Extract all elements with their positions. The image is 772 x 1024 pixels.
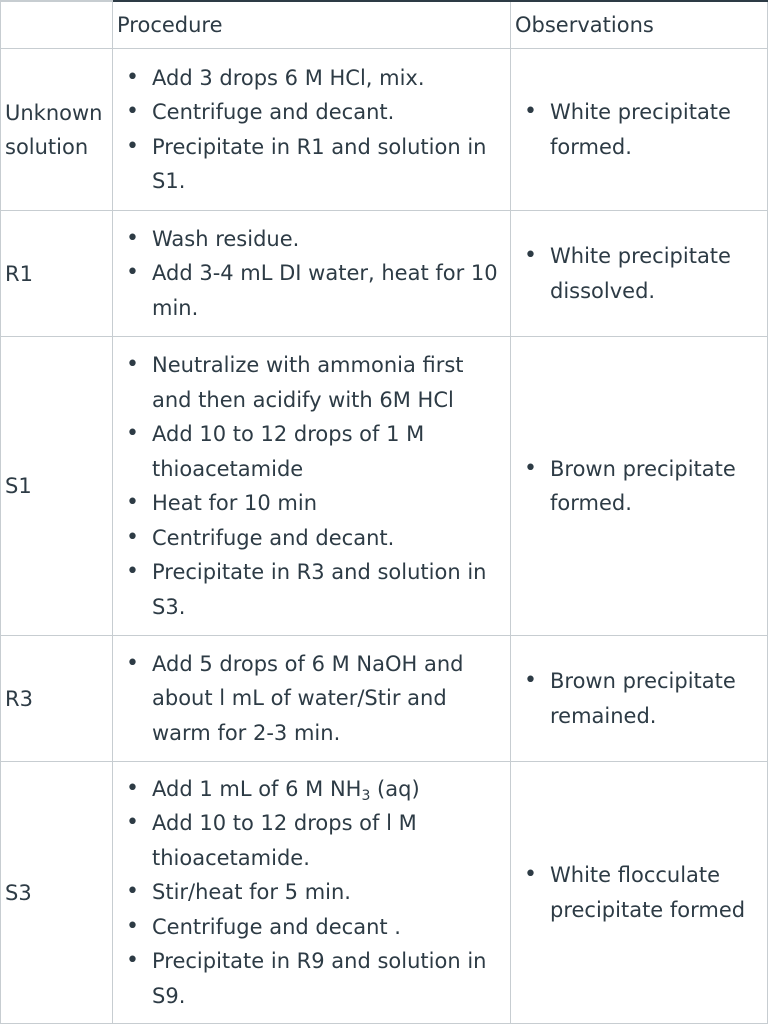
table-row [1, 337, 768, 636]
list-item: • Centrifuge and decant. [113, 521, 510, 556]
observation-cell [511, 337, 768, 636]
header-label [1, 1, 113, 49]
list-item: • Centrifuge and decant. [113, 95, 510, 130]
list-item: • Brown precipitate remained. [511, 664, 767, 733]
procedure-cell [113, 636, 511, 762]
observation-cell [511, 211, 768, 337]
procedure-cell [113, 49, 511, 211]
list-item: • Stir/heat for 5 min. [113, 875, 510, 910]
table-row [1, 762, 768, 1024]
row-label: R3 [1, 636, 113, 762]
list-item: • White precipitate dissolved. [511, 239, 767, 308]
list-item: • Heat for 10 min [113, 486, 510, 521]
table-row [1, 211, 768, 337]
observation-cell [511, 762, 768, 1024]
list-item: • White precipitate formed. [511, 95, 767, 164]
list-item: • White flocculate precipitate formed [511, 858, 767, 927]
list-item: • Precipitate in R1 and solution in S1. [113, 130, 510, 199]
header-row [1, 1, 768, 49]
list-item: • Add 3 drops 6 M HCl, mix. [113, 61, 510, 96]
list-item: • Brown precipitate formed. [511, 452, 767, 521]
table-row [1, 636, 768, 762]
list-item: • Add 3-4 mL DI water, heat for 10 min. [113, 256, 510, 325]
header-observations: Observations [511, 1, 768, 49]
observation-list [511, 239, 767, 308]
list-item: • Centrifuge and decant . [113, 910, 510, 945]
header-procedure: Procedure [113, 1, 511, 49]
procedure-list [113, 772, 510, 1014]
observation-cell [511, 49, 768, 211]
procedure-cell [113, 211, 511, 337]
list-item: • Neutralize with ammonia first and then acidify with 6M HCl [113, 348, 510, 417]
procedure-list [113, 647, 510, 751]
procedure-list [113, 222, 510, 326]
procedure-list [113, 61, 510, 199]
row-label: S1 [1, 337, 113, 636]
row-label: Unknown solution [1, 49, 113, 211]
row-label: R1 [1, 211, 113, 337]
list-item: • Add 1 mL of 6 M $NH_3$ (aq) [113, 772, 510, 807]
row-label: S3 [1, 762, 113, 1024]
observation-cell [511, 636, 768, 762]
observation-list [511, 858, 767, 927]
list-item: • Precipitate in R9 and solution in S9. [113, 944, 510, 1013]
procedure-cell [113, 762, 511, 1024]
list-item: • Precipitate in R3 and solution in S3. [113, 555, 510, 624]
procedure-list [113, 348, 510, 624]
observation-list [511, 452, 767, 521]
table-row [1, 49, 768, 211]
observation-list [511, 664, 767, 733]
list-item: • Add 10 to 12 drops of l M thioacetamide. [113, 806, 510, 875]
observation-list [511, 95, 767, 164]
list-item: • Add 5 drops of 6 M NaOH and about l mL of water/Stir and warm for 2-3 min. [113, 647, 510, 751]
list-item: • Add 10 to 12 drops of 1 M thioacetamide [113, 417, 510, 486]
list-item: • Wash residue. [113, 222, 510, 257]
procedure-cell [113, 337, 511, 636]
